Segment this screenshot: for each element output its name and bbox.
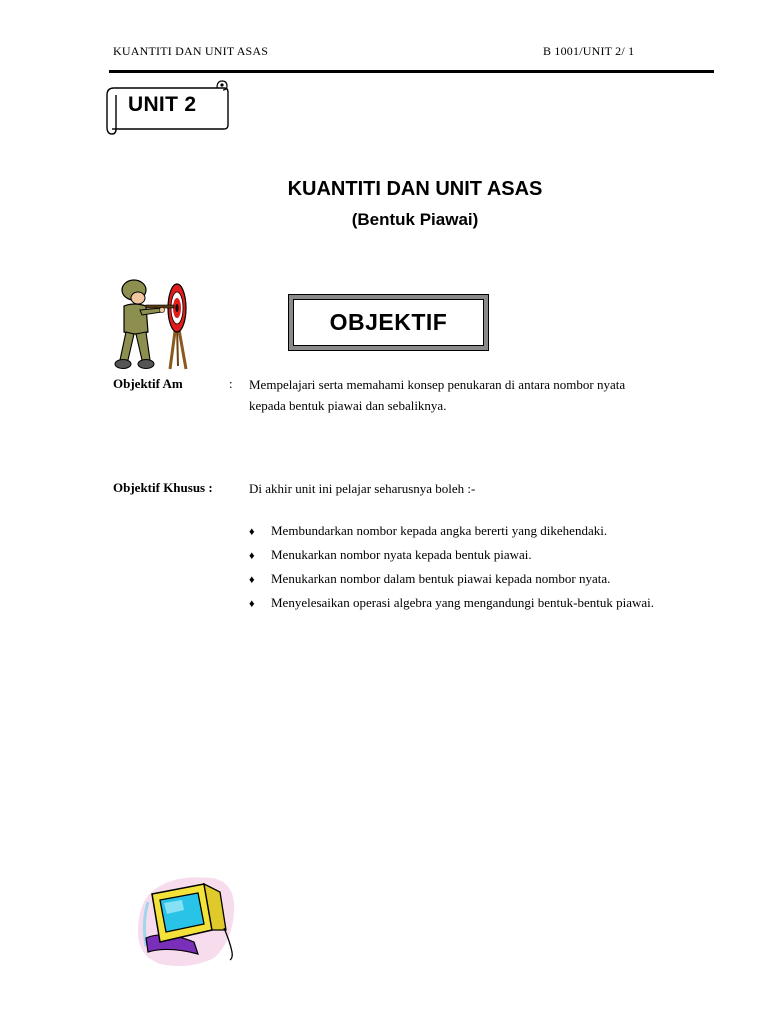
computer-monitor-icon <box>134 872 240 970</box>
objektif-am-label: Objektif Am <box>113 376 183 391</box>
objektif-am-colon: : <box>229 376 233 391</box>
diamond-bullet-icon: ♦ <box>249 550 255 562</box>
diamond-bullet-icon: ♦ <box>249 526 255 538</box>
objektif-am-line-1: Mempelajari serta memahami konsep penukaran di antara nombor nyata <box>249 377 626 392</box>
list-item: ♦ Menukarkan nombor dalam bentuk piawai kepada nombor nyata. <box>249 568 654 592</box>
page-title: KUANTITI DAN UNIT ASAS <box>287 178 543 200</box>
running-header-title: KUANTITI DAN UNIT ASAS <box>113 44 269 58</box>
objektif-heading-box <box>288 294 489 351</box>
header-rule <box>109 70 714 73</box>
unit-label: UNIT 2 <box>128 93 197 116</box>
objektif-khusus-intro: Di akhir unit ini pelajar seharusnya boleh :- <box>249 481 476 496</box>
objektif-am-line-2: kepada bentuk piawai dan sebaliknya. <box>249 398 447 413</box>
objektif-am-text <box>249 374 719 416</box>
page-subtitle: (Bentuk Piawai) <box>351 210 479 229</box>
soldier-aiming-at-target-icon <box>110 274 196 374</box>
list-item: ♦ Menyelesaikan operasi algebra yang mengandungi bentuk-bentuk piawai. <box>249 592 654 616</box>
objektif-khusus-list <box>249 520 654 616</box>
objektif-heading: OBJEKTIF <box>293 299 484 346</box>
list-item: ♦ Membundarkan nombor kepada angka bererti yang dikehendaki. <box>249 520 654 544</box>
list-item: ♦ Menukarkan nombor nyata kepada bentuk piawai. <box>249 544 654 568</box>
diamond-bullet-icon: ♦ <box>249 598 255 610</box>
objektif-khusus-label: Objektif Khusus : <box>113 480 213 495</box>
diamond-bullet-icon: ♦ <box>249 574 255 586</box>
running-header-page-ref: B 1001/UNIT 2/ 1 <box>543 44 635 58</box>
